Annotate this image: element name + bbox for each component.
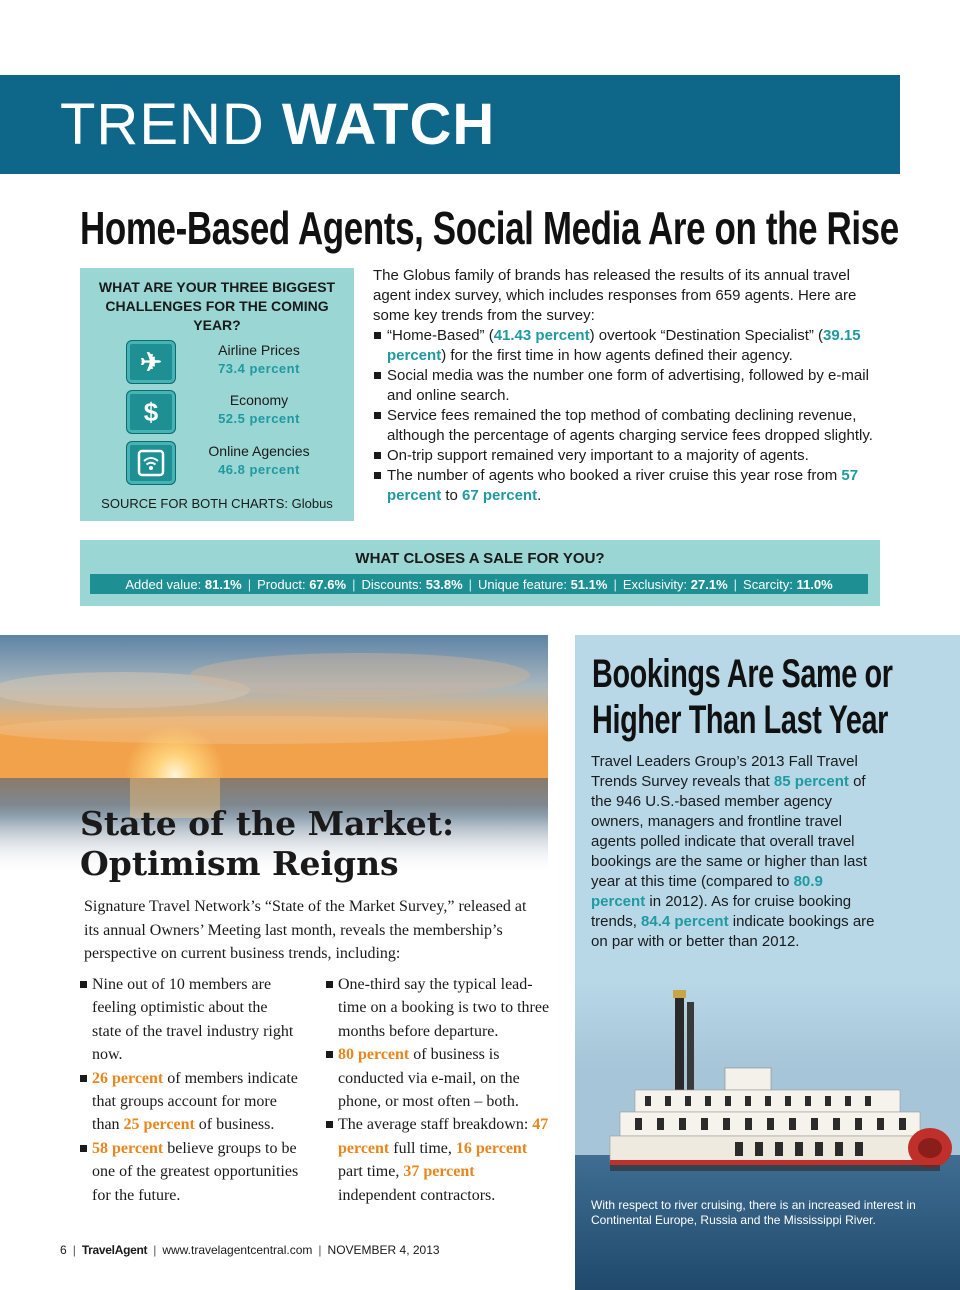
- challenge-label: Airline Prices: [218, 342, 300, 358]
- market-intro: Signature Travel Network’s “State of the Market Survey,” released at its annual Owners’ Meeting last month, reveals the membership’s perspective on current business trends, including:: [84, 898, 527, 962]
- challenges-box: [80, 268, 354, 521]
- globus-bullet-list: [373, 326, 878, 506]
- challenge-value: 73.4 percent: [218, 361, 300, 376]
- text: .: [537, 487, 542, 504]
- close-value: 51.1%: [570, 576, 608, 592]
- list-item: [80, 1067, 300, 1137]
- challenge-item-economy: [126, 390, 346, 434]
- closes-sale-box: [80, 540, 880, 606]
- text: ) for the first time in how agents defined their agency.: [441, 347, 793, 364]
- close-label: Exclusivity:: [622, 576, 688, 592]
- text: Travel Leaders Group’s 2013 Fall Travel Trends Survey reveals that: [591, 753, 858, 790]
- airplane-icon: ✈: [126, 340, 176, 384]
- text: full time,: [389, 1139, 456, 1157]
- close-label: Discounts:: [361, 576, 423, 592]
- stat-value: 84.4 percent: [641, 913, 729, 930]
- banner-title-light: TREND: [60, 92, 265, 157]
- list-item: Social media was the number one form of advertising, followed by e-mail and online search.: [373, 366, 878, 406]
- separator: |: [318, 1243, 322, 1257]
- text: in 2012). As for cruise booking trends,: [591, 893, 852, 930]
- text: ) overtook “Destination Specialist” (: [589, 327, 824, 344]
- closes-sale-title: WHAT CLOSES A SALE FOR YOU?: [355, 550, 605, 567]
- close-item: [472, 577, 613, 592]
- separator: |: [613, 576, 617, 592]
- stat-value: 41.43 percent: [493, 327, 590, 344]
- close-label: Product:: [257, 576, 306, 592]
- stat-value: 58 percent: [92, 1139, 164, 1157]
- text: of members indicate that groups account for more than: [92, 1069, 298, 1134]
- globus-intro: The Globus family of brands has released the results of its annual travel agent index survey, which includes responses from 659 agents. Here are some key trends from the survey:: [373, 267, 857, 324]
- close-value: 81.1%: [204, 576, 242, 592]
- close-item: [251, 577, 352, 592]
- close-value: 67.6%: [309, 576, 347, 592]
- text: The number of agents who booked a river cruise this year rose from: [387, 467, 842, 484]
- challenge-value: 52.5 percent: [218, 411, 300, 426]
- banner-title: [60, 93, 495, 157]
- page-number: 6: [60, 1243, 67, 1257]
- text: indicate bookings are on par with or better than 2012.: [591, 913, 875, 950]
- wifi-device-icon: [126, 441, 176, 485]
- stat-value: 16 percent: [455, 1139, 528, 1157]
- stat-value: 80.9 percent: [591, 873, 823, 910]
- separator: |: [153, 1243, 157, 1257]
- close-value: 27.1%: [690, 576, 728, 592]
- stat-value: 67 percent: [462, 487, 538, 504]
- market-list-right: [326, 973, 550, 1207]
- challenge-item-online: [126, 441, 346, 485]
- challenges-title: WHAT ARE YOUR THREE BIGGEST CHALLENGES FOR THE COMING YEAR?: [98, 279, 336, 333]
- bookings-sidebar: [575, 635, 960, 1290]
- wifi-device-glyph: [127, 442, 175, 484]
- text: independent contractors.: [338, 1186, 496, 1204]
- market-title-line1: State of the Market:: [80, 804, 455, 843]
- list-item: On-trip support remained very important to a majority of agents.: [373, 446, 878, 466]
- stat-value: 39.15 percent: [387, 327, 861, 364]
- challenge-item-airline: [126, 340, 346, 384]
- trend-watch-banner: [0, 75, 900, 174]
- page-footer: [60, 1243, 440, 1257]
- market-title-line2: Optimism Reigns: [80, 844, 399, 883]
- main-headline: Home-Based Agents, Social Media Are on the Rise: [80, 202, 899, 254]
- text: of business.: [194, 1116, 275, 1134]
- sidebar-body: [591, 752, 875, 952]
- sidebar-title-line2: Higher Than Last Year: [592, 698, 889, 742]
- list-item: [80, 1137, 300, 1207]
- source-note: SOURCE FOR BOTH CHARTS: Globus: [101, 496, 333, 511]
- stat-value: 57 percent: [387, 467, 859, 504]
- text: of business is conducted via e-mail, on the phone, or most often – both.: [338, 1046, 520, 1111]
- stat-value: 37 percent: [403, 1163, 475, 1181]
- separator: |: [468, 576, 473, 592]
- footer-url[interactable]: www.travelagentcentral.com: [162, 1243, 313, 1257]
- list-item: [326, 1113, 550, 1207]
- text: to: [441, 487, 463, 504]
- riverboat-photo: [575, 980, 960, 1290]
- separator: |: [733, 576, 738, 592]
- challenge-value: 46.8 percent: [218, 462, 300, 477]
- close-item: [737, 577, 839, 592]
- banner-title-bold: WATCH: [281, 92, 496, 157]
- text: of the 946 U.S.-based member agency owners, managers and frontline travel agents polled indicate that overall travel bookings are the same or higher than last year at this time (compared to: [591, 773, 867, 890]
- market-list-left: [80, 973, 300, 1207]
- list-item: [373, 326, 878, 366]
- text: believe groups to be one of the greatest opportunities for the future.: [92, 1139, 299, 1204]
- riverboat-photo-graphic: [575, 980, 960, 1290]
- close-item: [617, 577, 734, 592]
- stat-value: 85 percent: [773, 773, 849, 790]
- photo-caption: With respect to river cruising, there is an increased interest in Continental Europe, Russia and the Mississippi River.: [591, 1198, 916, 1227]
- issue-date: NOVEMBER 4, 2013: [327, 1243, 440, 1257]
- text: part time,: [338, 1163, 404, 1181]
- text: The average staff breakdown:: [338, 1116, 533, 1134]
- close-label: Added value:: [125, 576, 202, 592]
- close-value: 11.0%: [796, 576, 833, 592]
- stat-value: 80 percent: [338, 1046, 410, 1064]
- sidebar-title: [592, 651, 938, 743]
- list-item: Service fees remained the top method of combating declining revenue, although the percentage of agents charging service fees dropped slightly.: [373, 406, 878, 446]
- close-label: Scarcity:: [743, 576, 793, 592]
- sidebar-title-line1: Bookings Are Same or: [592, 652, 893, 696]
- stat-value: 25 percent: [123, 1116, 195, 1134]
- close-value: 53.8%: [425, 576, 463, 592]
- list-item: [326, 1043, 550, 1113]
- text: “Home-Based” (: [387, 327, 494, 344]
- close-label: Unique feature:: [478, 576, 567, 592]
- market-title: [80, 804, 454, 884]
- magazine-brand: TravelAgent: [81, 1243, 148, 1257]
- separator: |: [247, 576, 252, 592]
- list-item: [373, 466, 878, 506]
- list-item: Nine out of 10 members are feeling optimistic about the state of the travel industry right now.: [80, 973, 300, 1067]
- closes-sale-strip: [90, 574, 868, 594]
- stat-value: 26 percent: [92, 1069, 164, 1087]
- close-item: [119, 577, 247, 592]
- close-item: [355, 577, 468, 592]
- separator: |: [352, 576, 356, 592]
- dollar-icon: $: [126, 390, 176, 434]
- list-item: One-third say the typical lead-time on a booking is two to three months before departure.: [326, 973, 550, 1043]
- challenge-label: Economy: [229, 392, 289, 408]
- stat-value: 47 percent: [338, 1116, 549, 1157]
- separator: |: [72, 1243, 76, 1257]
- challenge-label: Online Agencies: [208, 443, 310, 459]
